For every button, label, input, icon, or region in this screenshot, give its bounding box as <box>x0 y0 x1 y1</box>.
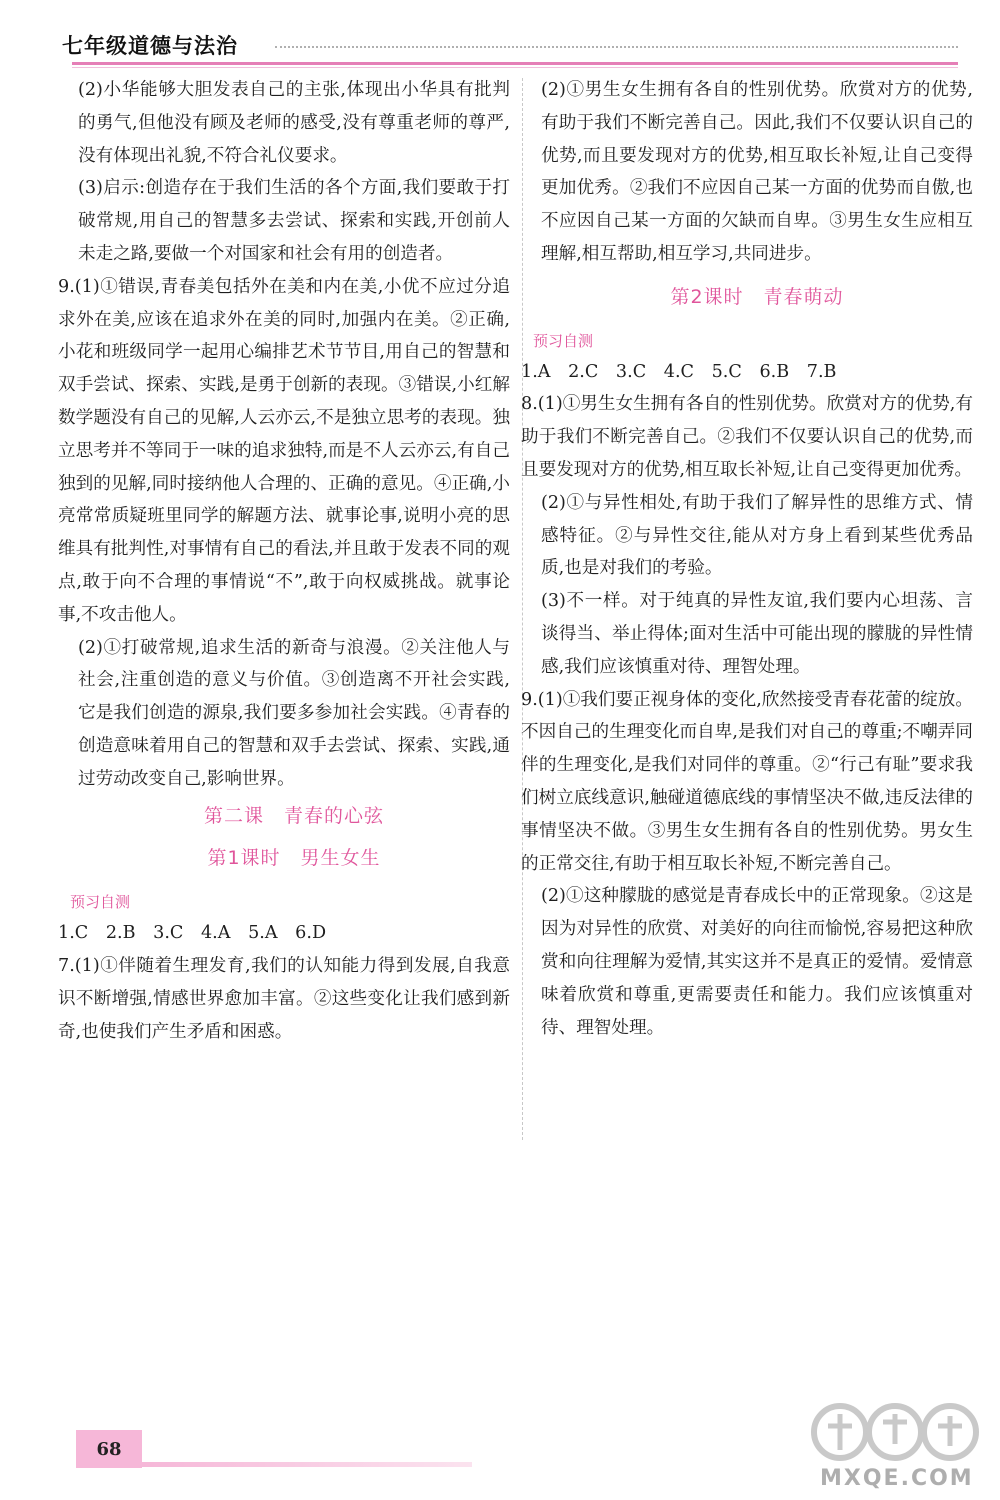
watermark-text: MXQE.COM <box>820 1466 974 1491</box>
answer-paragraph: (3)不一样。对于纯真的异性友谊,我们要内心坦荡、言谈得当、举止得体;面对生活中可能出现的朦胧的异性情感,我们应该慎重对待、理智处理。 <box>541 591 973 677</box>
answer-paragraph: (2)小华能够大胆发表自己的主张,体现出小华具有批判的勇气,但他没有顾及老师的感受,没有尊重老师的尊严,没有体现出礼貌,不符合礼仪要求。 <box>78 80 510 166</box>
column-divider <box>522 78 523 1140</box>
choice-answers: 1.A 2.C 3.C 4.C 5.C 6.B 7.B <box>521 361 837 382</box>
footer-bar <box>142 1462 472 1467</box>
question-8-answer: 8.(1)①男生女生拥有各自的性别优势。欣赏对方的优势,有助于我们不断完善自己。②我们不仅要认识自己的优势,而且要发现对方的优势,相互取长补短,让自己变得更加优秀。 <box>521 394 973 480</box>
header-dotted-rule <box>275 46 958 48</box>
question-9-answer: 9.(1)①错误,青春美包括外在美和内在美,小优不应过分追求外在美,应该在追求外在美的同时,加强内在美。②正确,小花和班级同学一起用心编排艺术节节目,用自己的智慧和双手尝试、探索、实践,是勇于创新的表现。③错误,小红解数学题没有自己的见解,人云亦云,不是独立思考的表现。独立思考并不等同于一味的追求独特,而是不人云亦云,有自己独到的见解,同时接纳他人合理的、正确的意见。④正确,小亮常常质疑班里同学的解题方法、就事论事,说明小亮的思维具有批判性,对事情有自己的看法,并且敢于发表不同的观点,敢于向不合理的事情说“不”,敢于向权威挑战。就事论事,不攻击他人。 <box>58 276 510 625</box>
answer-paragraph: (3)启示:创造存在于我们生活的各个方面,我们要敢于打破常规,用自己的智慧多去尝试、探索和实践,开创前人未走之路,要做一个对国家和社会有用的创造者。 <box>78 178 510 264</box>
choice-answers: 1.C 2.B 3.C 4.A 5.A 6.D <box>58 923 327 944</box>
header-title: 七年级道德与法治 <box>62 34 238 58</box>
left-column <box>58 74 510 1048</box>
section-tag: 预习自测 <box>70 893 131 912</box>
header-rule <box>72 62 958 65</box>
right-column <box>521 74 973 1044</box>
lesson-subtitle: 第2课时 青春萌动 <box>670 285 844 308</box>
question-7-answer: 7.(1)①伴随着生理发育,我们的认知能力得到发展,自我意识不断增强,情感世界愈加丰富。②这些变化让我们感到新奇,也使我们产生矛盾和困惑。 <box>58 955 510 1042</box>
lesson-title: 第二课 青春的心弦 <box>203 804 384 827</box>
answer-paragraph: (2)①男生女生拥有各自的性别优势。欣赏对方的优势,有助于我们不断完善自己。因此,我们不仅要认识自己的优势,而且要发现对方的优势,相互取长补短,让自己变得更加优秀。②我们不应因自己某一方面的优势而自傲,也不应因自己某一方面的欠缺而自卑。③男生女生应相互理解,相互帮助,相互学习,共同进步。 <box>541 80 973 264</box>
answer-paragraph: (2)①与异性相处,有助于我们了解异性的思维方式、情感特征。②与异性交往,能从对方身上看到某些优秀品质,也是对我们的考验。 <box>541 492 973 579</box>
page-number: 68 <box>76 1430 142 1468</box>
header-rule-secondary <box>72 67 958 68</box>
lesson-subtitle: 第1课时 男生女生 <box>207 847 381 870</box>
answer-paragraph: (2)①打破常规,追求生活的新奇与浪漫。②关注他人与社会,注重创造的意义与价值。③创造离不开社会实践,它是我们创造的源泉,我们要多参加社会实践。④青春的创造意味着用自己的智慧和双手去尝试、探索、实践,通过劳动改变自己,影响世界。 <box>78 637 510 789</box>
section-tag: 预习自测 <box>533 331 594 350</box>
question-9-answer: 9.(1)①我们要正视身体的变化,欣然接受青春花蕾的绽放。不因自己的生理变化而自卑,是我们对自己的尊重;不嘲弄同伴的生理变化,是我们对同伴的尊重。②“行己有耻”要求我们树立底线意识,触碰道德底线的事情坚决不做,违反法律的事情坚决不做。③男生女生拥有各自的性别优势。男女生的正常交往,有助于相互取长补短,不断完善自己。 <box>521 689 973 874</box>
answer-paragraph: (2)①这种朦胧的感觉是青春成长中的正常现象。②这是因为对异性的欣赏、对美好的向往而愉悦,容易把这种欣赏和向往理解为爱情,其实这并不是真正的爱情。爱情意味着欣赏和尊重,更需要责任和能力。我们应该慎重对待、理智处理。 <box>541 886 973 1038</box>
